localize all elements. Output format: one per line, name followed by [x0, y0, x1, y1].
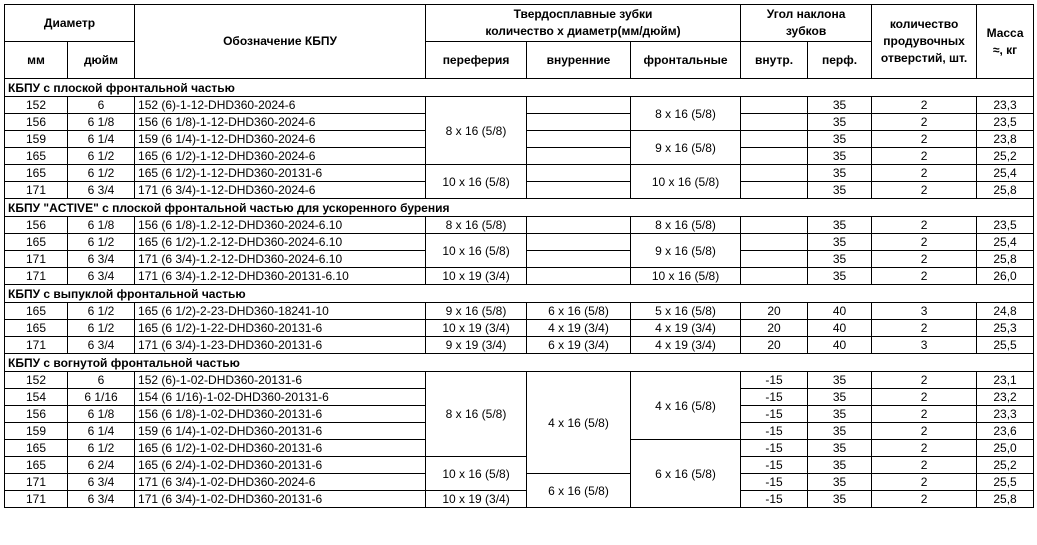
- section-title-concave: КБПУ с вогнутой фронтальной частью: [5, 354, 1034, 372]
- cell-holes: 2: [872, 148, 977, 165]
- cell-designation: 165 (6 2/4)-1-02-DHD360-20131-6: [135, 457, 426, 474]
- cell-mass: 23,2: [977, 389, 1034, 406]
- cell-front: 10 x 16 (5/8): [631, 268, 741, 285]
- drill-bit-spec-table: [4, 4, 1034, 508]
- cell-angle-periph: 35: [808, 389, 872, 406]
- cell-inch: 6 1/2: [68, 234, 135, 251]
- cell-angle-periph: 35: [808, 148, 872, 165]
- cell-angle-inner: -15: [741, 389, 808, 406]
- cell-holes: 2: [872, 440, 977, 457]
- header-holes-l2: продувочных: [883, 34, 965, 48]
- cell-holes: 2: [872, 372, 977, 389]
- cell-angle-periph: 35: [808, 491, 872, 508]
- cell-mass: 23,1: [977, 372, 1034, 389]
- cell-mass: 25,2: [977, 148, 1034, 165]
- header-diameter: Диаметр: [5, 5, 135, 42]
- table-row: [5, 97, 1034, 114]
- cell-inch: 6 1/16: [68, 389, 135, 406]
- cell-holes: 2: [872, 251, 977, 268]
- cell-designation: 171 (6 3/4)-1-23-DHD360-20131-6: [135, 337, 426, 354]
- cell-angle-inner: 20: [741, 320, 808, 337]
- cell-angle-inner: -15: [741, 372, 808, 389]
- cell-designation: 165 (6 1/2)-1-12-DHD360-20131-6: [135, 165, 426, 182]
- cell-designation: 152 (6)-1-12-DHD360-2024-6: [135, 97, 426, 114]
- cell-front: 8 x 16 (5/8): [631, 97, 741, 131]
- cell-angle-inner: -15: [741, 474, 808, 491]
- cell-mm: 159: [5, 423, 68, 440]
- cell-mass: 23,6: [977, 423, 1034, 440]
- cell-holes: 2: [872, 320, 977, 337]
- cell-holes: 2: [872, 423, 977, 440]
- cell-angle-inner: 20: [741, 337, 808, 354]
- cell-inch: 6 1/2: [68, 440, 135, 457]
- cell-holes: 2: [872, 491, 977, 508]
- cell-mm: 159: [5, 131, 68, 148]
- cell-mm: 165: [5, 457, 68, 474]
- cell-front: 10 x 16 (5/8): [631, 165, 741, 199]
- header-inserts-title: Твердосплавные зубки: [513, 7, 653, 21]
- cell-holes: 2: [872, 406, 977, 423]
- cell-inch: 6 1/2: [68, 148, 135, 165]
- cell-mass: 25,3: [977, 320, 1034, 337]
- cell-angle-periph: 35: [808, 251, 872, 268]
- cell-front: 4 x 19 (3/4): [631, 337, 741, 354]
- cell-designation: 159 (6 1/4)-1-02-DHD360-20131-6: [135, 423, 426, 440]
- cell-inch: 6 2/4: [68, 457, 135, 474]
- header-inserts-subtitle: количество х диаметр(мм/дюйм): [485, 24, 681, 38]
- cell-inch: 6: [68, 372, 135, 389]
- cell-angle-inner: [741, 131, 808, 148]
- cell-mass: 25,2: [977, 457, 1034, 474]
- header-angle-title: Угол наклона: [766, 7, 846, 21]
- cell-angle-periph: 35: [808, 97, 872, 114]
- cell-angle-inner: -15: [741, 406, 808, 423]
- cell-angle-inner: [741, 148, 808, 165]
- cell-angle-periph: 35: [808, 440, 872, 457]
- cell-angle-periph: 35: [808, 372, 872, 389]
- header-inserts: [426, 5, 741, 42]
- cell-angle-inner: [741, 114, 808, 131]
- header-mass: [977, 5, 1034, 79]
- cell-inch: 6 3/4: [68, 182, 135, 199]
- cell-mass: 23,5: [977, 217, 1034, 234]
- cell-inch: 6 3/4: [68, 268, 135, 285]
- table-row: [5, 337, 1034, 354]
- cell-angle-periph: 35: [808, 406, 872, 423]
- cell-mass: 23,3: [977, 97, 1034, 114]
- header-front: фронтальные: [631, 42, 741, 79]
- header-designation: Обозначение КБПУ: [135, 5, 426, 79]
- cell-mm: 165: [5, 165, 68, 182]
- cell-angle-inner: [741, 217, 808, 234]
- cell-designation: 171 (6 3/4)-1.2-12-DHD360-2024-6.10: [135, 251, 426, 268]
- section-title-convex: КБПУ с выпуклой фронтальной частью: [5, 285, 1034, 303]
- cell-mass: 23,8: [977, 131, 1034, 148]
- section-title-active: КБПУ "ACTIVE" с плоской фронтальной частью для ускоренного бурения: [5, 199, 1034, 217]
- cell-inner: [527, 251, 631, 268]
- cell-inner: [527, 165, 631, 182]
- cell-holes: 3: [872, 337, 977, 354]
- cell-periphery: 10 x 16 (5/8): [426, 457, 527, 491]
- cell-periphery: 10 x 16 (5/8): [426, 165, 527, 199]
- cell-angle-periph: 35: [808, 182, 872, 199]
- cell-designation: 165 (6 1/2)-1-12-DHD360-2024-6: [135, 148, 426, 165]
- header-periphery: переферия: [426, 42, 527, 79]
- cell-inch: 6 1/4: [68, 131, 135, 148]
- cell-designation: 165 (6 1/2)-1-22-DHD360-20131-6: [135, 320, 426, 337]
- cell-front: 5 x 16 (5/8): [631, 303, 741, 320]
- header-holes-l1: количество: [889, 17, 959, 31]
- header-mass-l1: Масса: [986, 25, 1024, 40]
- cell-mm: 171: [5, 251, 68, 268]
- cell-angle-inner: -15: [741, 423, 808, 440]
- header-holes: [872, 5, 977, 79]
- cell-mm: 152: [5, 97, 68, 114]
- cell-angle-inner: [741, 97, 808, 114]
- cell-angle-inner: [741, 268, 808, 285]
- cell-inch: 6 1/4: [68, 423, 135, 440]
- cell-designation: 171 (6 3/4)-1-12-DHD360-2024-6: [135, 182, 426, 199]
- cell-inner: [527, 268, 631, 285]
- cell-periphery: 8 x 16 (5/8): [426, 97, 527, 165]
- cell-designation: 165 (6 1/2)-1.2-12-DHD360-2024-6.10: [135, 234, 426, 251]
- cell-periphery: 10 x 16 (5/8): [426, 234, 527, 268]
- cell-angle-periph: 35: [808, 457, 872, 474]
- cell-holes: 2: [872, 457, 977, 474]
- cell-designation: 165 (6 1/2)-1-02-DHD360-20131-6: [135, 440, 426, 457]
- cell-inner: 6 x 16 (5/8): [527, 474, 631, 508]
- cell-angle-inner: -15: [741, 440, 808, 457]
- cell-mm: 171: [5, 491, 68, 508]
- cell-front: 6 x 16 (5/8): [631, 440, 741, 508]
- cell-holes: 2: [872, 268, 977, 285]
- cell-inner: 4 x 19 (3/4): [527, 320, 631, 337]
- cell-inch: 6 1/8: [68, 406, 135, 423]
- cell-angle-periph: 40: [808, 320, 872, 337]
- cell-holes: 2: [872, 131, 977, 148]
- cell-mass: 24,8: [977, 303, 1034, 320]
- table-row: [5, 303, 1034, 320]
- cell-mass: 23,5: [977, 114, 1034, 131]
- cell-inch: 6 3/4: [68, 251, 135, 268]
- cell-inch: 6 3/4: [68, 491, 135, 508]
- cell-designation: 156 (6 1/8)-1.2-12-DHD360-2024-6.10: [135, 217, 426, 234]
- header-inch: дюйм: [68, 42, 135, 79]
- table-row: [5, 217, 1034, 234]
- cell-angle-inner: [741, 251, 808, 268]
- cell-mass: 25,5: [977, 474, 1034, 491]
- cell-angle-inner: [741, 182, 808, 199]
- cell-mm: 165: [5, 148, 68, 165]
- cell-holes: 2: [872, 389, 977, 406]
- cell-designation: 171 (6 3/4)-1-02-DHD360-2024-6: [135, 474, 426, 491]
- cell-inner: [527, 97, 631, 114]
- cell-designation: 171 (6 3/4)-1-02-DHD360-20131-6: [135, 491, 426, 508]
- cell-designation: 159 (6 1/4)-1-12-DHD360-2024-6: [135, 131, 426, 148]
- cell-designation: 165 (6 1/2)-2-23-DHD360-18241-10: [135, 303, 426, 320]
- header-mm: мм: [5, 42, 68, 79]
- cell-angle-inner: -15: [741, 457, 808, 474]
- table-row: [5, 165, 1034, 182]
- cell-front: 8 x 16 (5/8): [631, 217, 741, 234]
- cell-inch: 6 1/2: [68, 165, 135, 182]
- cell-mass: 25,8: [977, 251, 1034, 268]
- cell-inch: 6 3/4: [68, 474, 135, 491]
- cell-mm: 156: [5, 217, 68, 234]
- table-row: [5, 268, 1034, 285]
- cell-front: 4 x 19 (3/4): [631, 320, 741, 337]
- cell-inch: 6 1/8: [68, 114, 135, 131]
- cell-mm: 171: [5, 182, 68, 199]
- cell-inch: 6 3/4: [68, 337, 135, 354]
- cell-mm: 171: [5, 337, 68, 354]
- cell-angle-periph: 40: [808, 337, 872, 354]
- cell-periphery: 9 x 19 (3/4): [426, 337, 527, 354]
- cell-mass: 25,4: [977, 165, 1034, 182]
- cell-front: 9 x 16 (5/8): [631, 234, 741, 268]
- header-mass-l2: ≈, кг: [992, 42, 1018, 57]
- header-angle-inner: внутр.: [741, 42, 808, 79]
- cell-designation: 154 (6 1/16)-1-02-DHD360-20131-6: [135, 389, 426, 406]
- cell-mass: 25,8: [977, 182, 1034, 199]
- cell-holes: 2: [872, 474, 977, 491]
- cell-mm: 171: [5, 474, 68, 491]
- cell-periphery: 10 x 19 (3/4): [426, 268, 527, 285]
- cell-designation: 156 (6 1/8)-1-12-DHD360-2024-6: [135, 114, 426, 131]
- cell-angle-periph: 35: [808, 423, 872, 440]
- cell-inch: 6 1/8: [68, 217, 135, 234]
- header-angle-subtitle: зубков: [785, 24, 827, 38]
- cell-holes: 2: [872, 234, 977, 251]
- cell-holes: 3: [872, 303, 977, 320]
- cell-front: 9 x 16 (5/8): [631, 131, 741, 165]
- section-title-flat: КБПУ с плоской фронтальной частью: [5, 79, 1034, 97]
- cell-inner: [527, 148, 631, 165]
- cell-mm: 156: [5, 406, 68, 423]
- cell-designation: 171 (6 3/4)-1.2-12-DHD360-20131-6.10: [135, 268, 426, 285]
- cell-mass: 25,8: [977, 491, 1034, 508]
- cell-angle-periph: 35: [808, 268, 872, 285]
- cell-inner: [527, 114, 631, 131]
- cell-mm: 165: [5, 234, 68, 251]
- header-angle-periph: перф.: [808, 42, 872, 79]
- table-row: [5, 372, 1034, 389]
- cell-angle-periph: 35: [808, 234, 872, 251]
- cell-periphery: 8 x 16 (5/8): [426, 372, 527, 457]
- table-row: [5, 320, 1034, 337]
- cell-mass: 25,0: [977, 440, 1034, 457]
- cell-angle-inner: [741, 165, 808, 182]
- cell-holes: 2: [872, 217, 977, 234]
- cell-inner: 6 x 16 (5/8): [527, 303, 631, 320]
- cell-mm: 156: [5, 114, 68, 131]
- header-angle: [741, 5, 872, 42]
- table-row: [5, 457, 1034, 474]
- cell-mm: 171: [5, 268, 68, 285]
- cell-mass: 26,0: [977, 268, 1034, 285]
- cell-holes: 2: [872, 114, 977, 131]
- cell-inner: [527, 234, 631, 251]
- cell-inner: [527, 182, 631, 199]
- cell-angle-inner: -15: [741, 491, 808, 508]
- header-holes-l3: отверстий, шт.: [880, 51, 968, 65]
- cell-mm: 165: [5, 440, 68, 457]
- cell-designation: 156 (6 1/8)-1-02-DHD360-20131-6: [135, 406, 426, 423]
- cell-angle-periph: 35: [808, 131, 872, 148]
- cell-mm: 165: [5, 303, 68, 320]
- cell-periphery: 10 x 19 (3/4): [426, 491, 527, 508]
- cell-angle-periph: 35: [808, 114, 872, 131]
- cell-inch: 6: [68, 97, 135, 114]
- cell-mass: 23,3: [977, 406, 1034, 423]
- cell-mm: 165: [5, 320, 68, 337]
- cell-holes: 2: [872, 165, 977, 182]
- cell-angle-inner: [741, 234, 808, 251]
- table-row: [5, 491, 1034, 508]
- cell-mass: 25,4: [977, 234, 1034, 251]
- cell-angle-inner: 20: [741, 303, 808, 320]
- cell-mm: 154: [5, 389, 68, 406]
- cell-periphery: 8 x 16 (5/8): [426, 217, 527, 234]
- cell-inch: 6 1/2: [68, 320, 135, 337]
- cell-angle-periph: 35: [808, 165, 872, 182]
- cell-inner: [527, 131, 631, 148]
- cell-mass: 25,5: [977, 337, 1034, 354]
- cell-angle-periph: 35: [808, 217, 872, 234]
- header-inner: внуренние: [527, 42, 631, 79]
- table-row: [5, 234, 1034, 251]
- cell-periphery: 9 x 16 (5/8): [426, 303, 527, 320]
- cell-inner: 4 x 16 (5/8): [527, 372, 631, 474]
- cell-mm: 152: [5, 372, 68, 389]
- cell-front: 4 x 16 (5/8): [631, 372, 741, 440]
- cell-periphery: 10 x 19 (3/4): [426, 320, 527, 337]
- cell-inner: [527, 217, 631, 234]
- cell-inch: 6 1/2: [68, 303, 135, 320]
- cell-designation: 152 (6)-1-02-DHD360-20131-6: [135, 372, 426, 389]
- cell-angle-periph: 35: [808, 474, 872, 491]
- cell-holes: 2: [872, 182, 977, 199]
- cell-inner: 6 x 19 (3/4): [527, 337, 631, 354]
- cell-angle-periph: 40: [808, 303, 872, 320]
- cell-holes: 2: [872, 97, 977, 114]
